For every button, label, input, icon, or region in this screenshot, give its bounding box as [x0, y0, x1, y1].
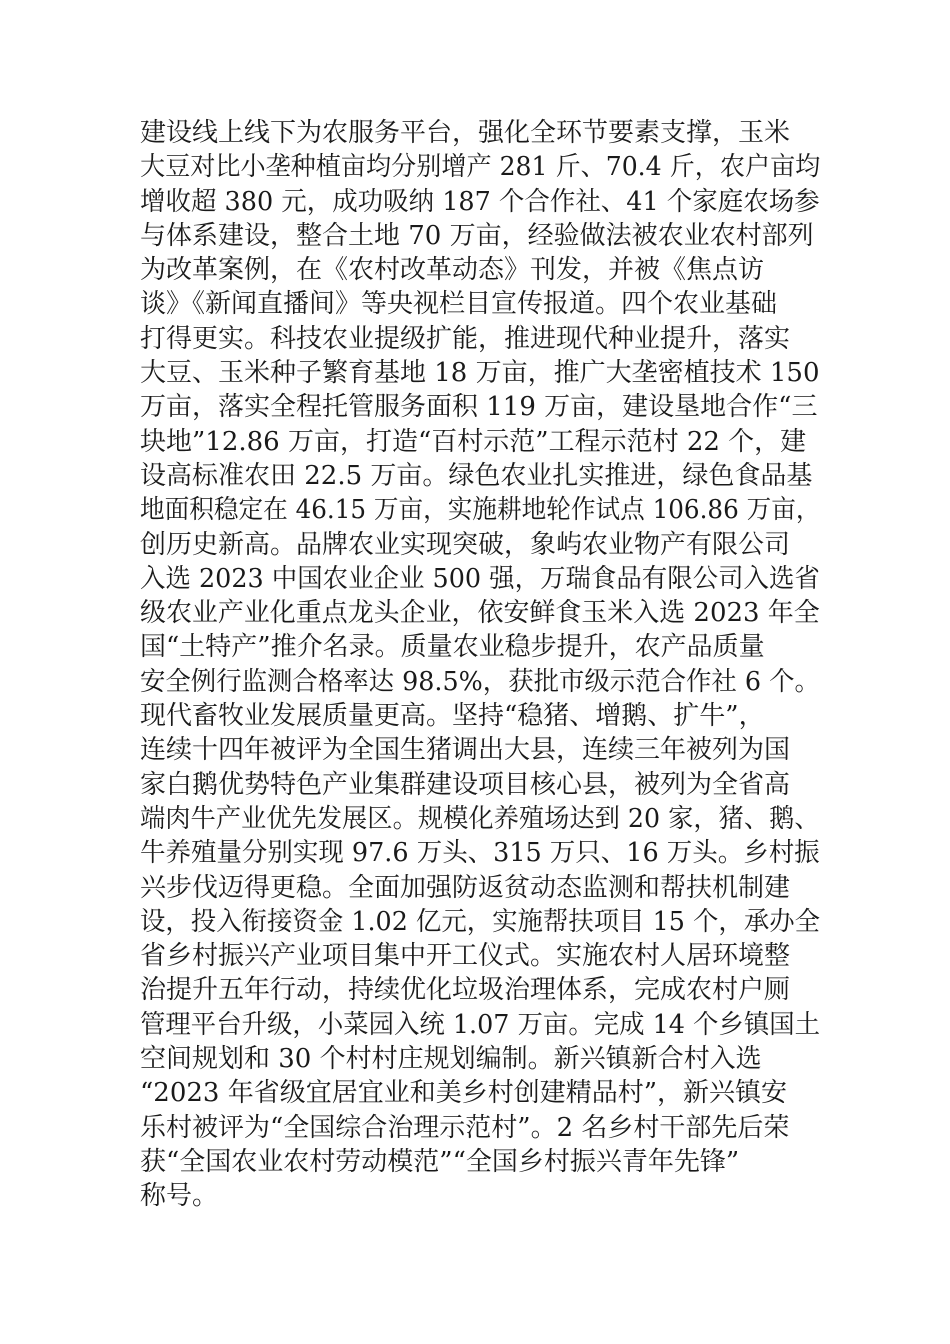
text-line: 级农业产业化重点龙头企业，依安鲜食玉米入选 2023 年全 — [140, 598, 820, 629]
text-line: 管理平台升级，小菜园入统 1.07 万亩。完成 14 个乡镇国土 — [140, 1009, 821, 1040]
text-line: 兴步伐迈得更稳。全面加强防返贫动态监测和帮扶机制建 — [140, 872, 791, 903]
body-paragraph — [140, 116, 820, 1214]
text-line: 国“土特产”推介名录。质量农业稳步提升，农产品质量 — [140, 632, 765, 663]
text-line: 块地”12.86 万亩，打造“百村示范”工程示范村 22 个，建 — [140, 426, 807, 457]
text-line: 为改革案例，在《农村改革动态》刊发，并被《焦点访 — [140, 255, 765, 286]
text-line: 获“全国农业农村劳动模范”“全国乡村振兴青年先锋” — [140, 1146, 740, 1177]
text-line: 家白鹅优势特色产业集群建设项目核心县，被列为全省高 — [140, 769, 791, 800]
text-line: 称号。 — [140, 1181, 219, 1212]
text-line: 空间规划和 30 个村村庄规划编制。新兴镇新合村入选 — [140, 1044, 762, 1075]
text-line: 省乡村振兴产业项目集中开工仪式。实施农村人居环境整 — [140, 941, 791, 972]
text-line: 连续十四年被评为全国生猪调出大县，连续三年被列为国 — [140, 735, 791, 766]
text-line: 万亩，落实全程托管服务面积 119 万亩，建设垦地合作“三 — [140, 392, 818, 423]
text-line: 端肉牛产业优先发展区。规模化养殖场达到 20 家，猪、鹅、 — [140, 803, 820, 834]
text-line: 打得更实。科技农业提级扩能，推进现代种业提升，落实 — [140, 323, 791, 354]
text-line: 入选 2023 中国农业企业 500 强，万瑞食品有限公司入选省 — [140, 563, 820, 594]
text-line: 与体系建设，整合土地 70 万亩，经验做法被农业农村部列 — [140, 220, 814, 251]
text-line: 治提升五年行动，持续优化垃圾治理体系，完成农村户厕 — [140, 975, 791, 1006]
text-line: 建设线上线下为农服务平台，强化全环节要素支撑，玉米 — [140, 118, 791, 148]
text-line: 地面积稳定在 46.15 万亩，实施耕地轮作试点 106.86 万亩， — [140, 495, 821, 526]
text-line: 牛养殖量分别实现 97.6 万头、315 万只、16 万头。乡村振 — [140, 838, 820, 869]
text-line: 乐村被评为“全国综合治理示范村”。2 名乡村干部先后荣 — [140, 1112, 790, 1143]
text-line: 大豆、玉米种子繁育基地 18 万亩，推广大垄密植技术 150 — [140, 358, 820, 389]
text-line: 安全例行监测合格率达 98.5%，获批市级示范合作社 6 个。 — [140, 666, 820, 697]
text-line: 谈》《新闻直播间》等央视栏目宣传报道。四个农业基础 — [140, 289, 778, 320]
text-line: 设，投入衔接资金 1.02 亿元，实施帮扶项目 15 个，承办全 — [140, 906, 821, 937]
text-line: 现代畜牧业发展质量更高。坚持“稳猪、增鹅、扩牛”， — [140, 701, 765, 732]
text-line: 增收超 380 元，成功吸纳 187 个合作社、41 个家庭农场参 — [140, 186, 820, 217]
text-line: 创历史新高。品牌农业实现突破，象屿农业物产有限公司 — [140, 529, 791, 560]
text-line: 大豆对比小垄种植亩均分别增产 281 斤、70.4 斤，农户亩均 — [140, 152, 821, 183]
text-line: 设高标准农田 22.5 万亩。绿色农业扎实推进，绿色食品基 — [140, 460, 813, 491]
text-line: “2023 年省级宜居宜业和美乡村创建精品村”，新兴镇安 — [140, 1078, 788, 1109]
